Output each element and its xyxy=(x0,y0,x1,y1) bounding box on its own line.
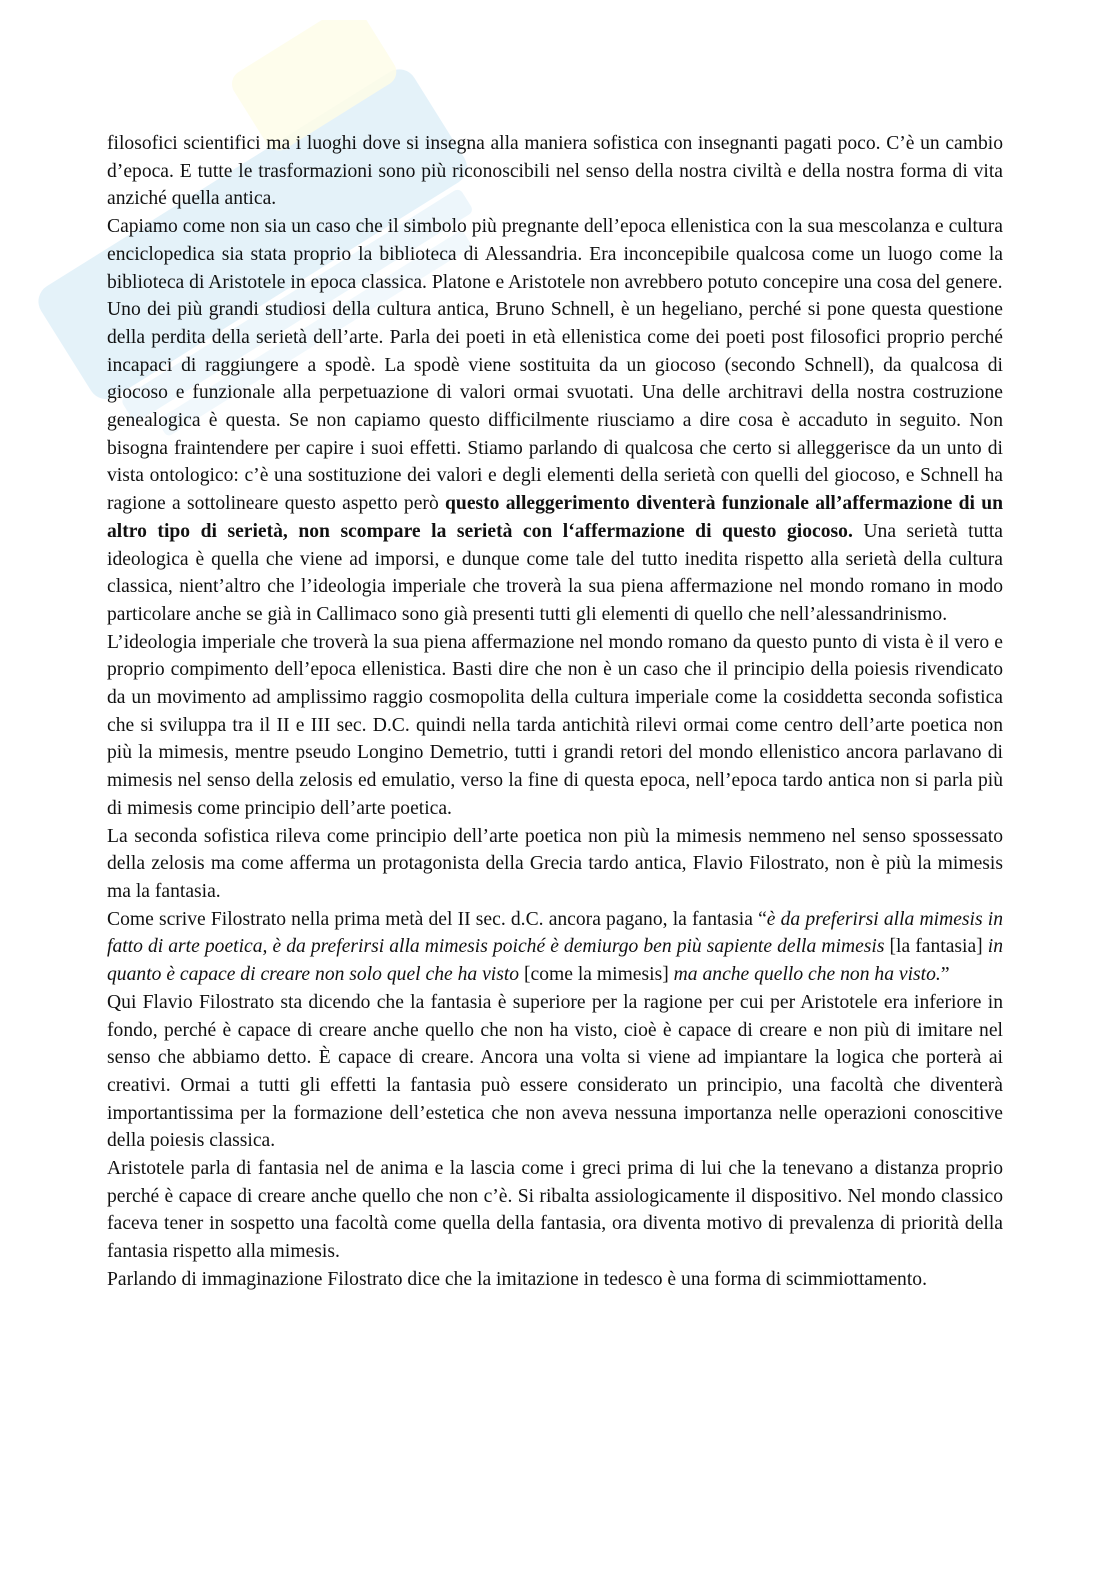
paragraph xyxy=(107,213,1003,296)
paragraph-text: L’ideologia imperiale che troverà la sua piena affermazione nel mondo romano da questo punto di vista è il vero e proprio compimento dell’epoca ellenistica. Basti dire che non è un caso che il principio della poiesis rivendicato da un movimento ad amplissimo raggio cosmopolita della cultura imperiale come la cosiddetta seconda sofistica che si sviluppa tra il II e III sec. D.C. quindi nella tarda antichità rilevi ormai come centro dell’arte poetica non più la mimesis, mentre pseudo Longino Demetrio, tutti i grandi retori del mondo ellenistico ancora parlavano di mimesis nel senso della zelosis ed emulatio, verso la fine di questa epoca, nell’epoca tardo antica non si parla più di mimesis come principio dell’arte poetica. xyxy=(107,631,1003,819)
paragraph-text: Uno dei più grandi studiosi della cultura antica, Bruno Schnell, è un hegeliano, perché si pone questa questione della perdita della serietà dell’arte. Parla dei poeti in età ellenistica come dei poeti post filosofici proprio perché incapaci di raggiungere a spodè. La spodè viene sostituita da un giocoso (secondo Schnell), da qualcosa di giocoso e funzionale alla perpetuazione di valori ormai svuotati. Una delle architravi della nostra costruzione genealogica è questa. Se non capiamo questo difficilmente riusciamo a dire cosa è accaduto in seguito. Non bisogna fraintendere per capire i suoi effetti. Stiamo parlando di qualcosa che certo si alleggerisce da un unto di vista ontologico: c’è una sostituzione dei valori e degli elementi della serietà con quelli del giocoso, e Schnell ha ragione a sottolineare questo aspetto però xyxy=(107,299,1003,515)
paragraph-text: Capiamo come non sia un caso che il simbolo più pregnante dell’epoca ellenistica con la sua mescolanza e cultura enciclopedica sia stata proprio la biblioteca di Alessandria. Era inconcepibile qualcosa come un luogo come la biblioteca di Aristotele in epoca classica. Platone e Aristotele non avrebbero potuto concepire una cosa del genere. xyxy=(107,216,1003,293)
paragraph xyxy=(107,296,1003,628)
document-body xyxy=(107,130,1003,1294)
paragraph xyxy=(107,906,1003,989)
paragraph-text: ” xyxy=(940,964,950,986)
italic-text: in quanto è capace di creare non solo quel che ha visto xyxy=(107,936,1003,986)
paragraph xyxy=(107,1266,1003,1294)
paragraph-text: Parlando di immaginazione Filostrato dice che la imitazione in tedesco è una forma di scimmiottamento. xyxy=(107,1268,927,1290)
paragraph xyxy=(107,629,1003,823)
paragraph xyxy=(107,130,1003,213)
paragraph-text: filosofici scientifici ma i luoghi dove si insegna alla maniera sofistica con insegnanti pagati poco. C’è un cambio d’epoca. E tutte le trasformazioni sono più riconoscibili nel senso della nostra civiltà e della nostra forma di vita anziché quella antica. xyxy=(107,133,1003,210)
paragraph-text: Una serietà tutta ideologica è quella che viene ad imporsi, e dunque come tale del tutto inedita rispetto alla serietà della cultura classica, nient’altro che l’ideologia imperiale che troverà la sua piena affermazione nel mondo romano in modo particolare anche se già in Callimaco sono già presenti tutti gli elementi di quello che nell’alessandrinismo. xyxy=(107,520,1004,625)
paragraph-text: Come scrive Filostrato nella prima metà del II sec. d.C. ancora pagano, la fantasia “ xyxy=(107,908,767,930)
paragraph-text: [la fantasia] xyxy=(884,936,988,958)
paragraph-text: Qui Flavio Filostrato sta dicendo che la fantasia è superiore per la ragione per cui per Aristotele era inferiore in fondo, perché è capace di creare anche quello che non ha visto, cioè è capace di creare e non più di imitare nel senso che abbiamo detto. È capace di creare. Ancora una volta si viene ad impiantare la logica che porterà ai creativi. Ormai a tutti gli effetti la fantasia può essere considerato un principio, una facoltà che diventerà importantissima per la formazione dell’estetica che non aveva nessuna importanza nelle operazioni conoscitive della poiesis classica. xyxy=(107,991,1003,1152)
paragraph xyxy=(107,1155,1003,1266)
paragraph xyxy=(107,989,1003,1155)
paragraph-text: [come la mimesis] xyxy=(519,964,674,986)
paragraph-text: La seconda sofistica rileva come principio dell’arte poetica non più la mimesis nemmeno nel senso spossessato della zelosis ma come afferma un protagonista della Grecia tardo antica, Flavio Filostrato, non è più la mimesis ma la fantasia. xyxy=(107,825,1003,902)
bold-text: questo alleggerimento diventerà funzionale all’affermazione di un altro tipo di serietà, non scompare la serietà con l‘affermazione di questo giocoso. xyxy=(107,493,1003,542)
italic-text: ma anche quello che non ha visto. xyxy=(673,964,941,986)
paragraph xyxy=(107,823,1003,906)
paragraph-text: Aristotele parla di fantasia nel de anima e la lascia come i greci prima di lui che la tenevano a distanza proprio perché è capace di creare anche quello che non c’è. Si ribalta assiologicamente il dispositivo. Nel mondo classico faceva tener in sospetto una facoltà come quella della fantasia, ora diventa motivo di prevalenza di priorità della fantasia rispetto alla mimesis. xyxy=(107,1158,1003,1263)
italic-text: è da preferirsi alla mimesis in fatto di arte poetica, è da preferirsi alla mimesis poiché è demiurgo ben più sapiente della mimesis xyxy=(107,908,1004,958)
